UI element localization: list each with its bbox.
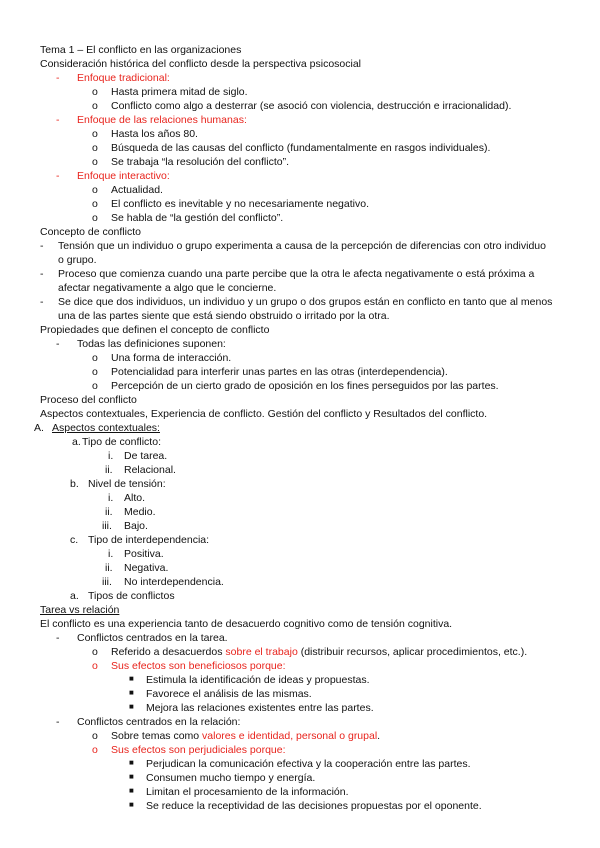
list-item: No interdependencia. xyxy=(124,576,224,588)
dash-bullet: - xyxy=(40,296,44,308)
list-item: Relacional. xyxy=(124,464,176,476)
list-item: Conflictos centrados en la tarea. xyxy=(77,632,228,644)
list-marker: a. xyxy=(70,590,79,602)
list-item: Sus efectos son beneficiosos porque: xyxy=(111,660,286,672)
list-item: Nivel de tensión: xyxy=(88,478,166,490)
list-item: Consumen mucho tiempo y energía. xyxy=(146,772,316,784)
doc-title: Tema 1 – El conflicto en las organizaciones xyxy=(40,44,242,56)
list-item: Negativa. xyxy=(124,562,169,574)
text-run: (distribuir recursos, aplicar procedimientos, etc.). xyxy=(297,646,528,658)
list-marker: ii. xyxy=(105,506,113,518)
list-marker: iii. xyxy=(102,520,112,532)
tarea-intro: El conflicto es una experiencia tanto de desacuerdo cognitivo como de tensión cognitiva. xyxy=(40,618,453,630)
dash-bullet: - xyxy=(56,632,60,644)
list-item: Perjudican la comunicación efectiva y la cooperación entre las partes. xyxy=(146,758,471,770)
list-item: Búsqueda de las causas del conflicto (fundamentalmente en rasgos individuales). xyxy=(111,142,491,154)
list-item: Actualidad. xyxy=(111,184,163,196)
list-item: Tipo de conflicto: xyxy=(82,436,161,448)
dash-bullet: - xyxy=(56,114,60,126)
aspectos-contextuales-label: Aspectos contextuales: xyxy=(52,422,160,434)
list-item: Percepción de un cierto grado de oposición en los fines perseguidos por las partes. xyxy=(111,380,499,392)
square-bullet: ■ xyxy=(129,786,134,795)
list-item: Todas las definiciones suponen: xyxy=(77,338,226,350)
list-item: Se habla de “la gestión del conflicto”. xyxy=(111,212,284,224)
list-item: Potencialidad para interferir unas partes en las otras (interdependencia). xyxy=(111,366,448,378)
circle-bullet: o xyxy=(92,86,98,98)
list-marker: c. xyxy=(70,534,79,546)
list-item: Tipos de conflictos xyxy=(88,590,175,602)
list-marker: ii. xyxy=(105,562,113,574)
dash-bullet: - xyxy=(56,716,60,728)
doc-subtitle: Consideración histórica del conflicto desde la perspectiva psicosocial xyxy=(40,58,362,70)
circle-bullet: o xyxy=(92,100,98,112)
list-item-continuation: o grupo. xyxy=(58,254,97,266)
list-item-continuation: afectar negativamente a algo que le concierne. xyxy=(58,282,277,294)
circle-bullet: o xyxy=(92,184,98,196)
list-marker: i. xyxy=(108,492,114,504)
section-heading: Proceso del conflicto xyxy=(40,394,137,406)
list-item: Hasta los años 80. xyxy=(111,128,198,140)
section-heading: Propiedades que definen el concepto de conflicto xyxy=(40,324,270,336)
proceso-line: Aspectos contextuales, Experiencia de conflicto. Gestión del conflicto y Resultados del conflicto. xyxy=(40,408,488,420)
list-item: Alto. xyxy=(124,492,146,504)
list-item: Se reduce la receptividad de las decisiones propuestas por el oponente. xyxy=(146,800,482,812)
list-item: Estimula la identificación de ideas y propuestas. xyxy=(146,674,370,686)
enfoque-tradicional-label: Enfoque tradicional: xyxy=(77,72,170,84)
list-item: Bajo. xyxy=(124,520,148,532)
list-item: De tarea. xyxy=(124,450,168,462)
square-bullet: ■ xyxy=(129,702,134,711)
list-item: Hasta primera mitad de siglo. xyxy=(111,86,248,98)
list-item: Conflictos centrados en la relación: xyxy=(77,716,241,728)
square-bullet: ■ xyxy=(129,674,134,683)
dash-bullet: - xyxy=(56,72,60,84)
list-marker: iii. xyxy=(102,576,112,588)
list-item: Tipo de interdependencia: xyxy=(88,534,210,546)
circle-bullet: o xyxy=(92,156,98,168)
enfoque-interactivo-label: Enfoque interactivo: xyxy=(77,170,170,182)
list-item xyxy=(111,730,380,743)
list-item: Mejora las relaciones existentes entre las partes. xyxy=(146,702,374,714)
list-marker: b. xyxy=(70,478,79,490)
circle-bullet: o xyxy=(92,128,98,140)
circle-bullet: o xyxy=(92,212,98,224)
text-run: Referido a desacuerdos xyxy=(111,646,226,658)
list-item: Se dice que dos individuos, un individuo y un grupo o dos grupos están en conflicto en tanto que al menos xyxy=(58,296,553,308)
dash-bullet: - xyxy=(56,170,60,182)
list-item: El conflicto es inevitable y no necesariamente negativo. xyxy=(111,198,369,210)
list-item: Proceso que comienza cuando una parte percibe que la otra le afecta negativamente o está próxima a xyxy=(58,268,535,280)
square-bullet: ■ xyxy=(129,758,134,767)
circle-bullet: o xyxy=(92,744,98,756)
circle-bullet: o xyxy=(92,142,98,154)
list-marker: a. xyxy=(72,436,81,448)
text-run: . xyxy=(377,730,381,742)
circle-bullet: o xyxy=(92,366,98,378)
dash-bullet: - xyxy=(40,268,44,280)
list-item: Positiva. xyxy=(124,548,164,560)
list-marker: ii. xyxy=(105,464,113,476)
list-item: Limitan el procesamiento de la información. xyxy=(146,786,349,798)
enfoque-relaciones-label: Enfoque de las relaciones humanas: xyxy=(77,114,247,126)
circle-bullet: o xyxy=(92,660,98,672)
circle-bullet: o xyxy=(92,380,98,392)
list-item: Sus efectos son perjudiciales porque: xyxy=(111,744,286,756)
list-item: Se trabaja “la resolución del conflicto”. xyxy=(111,156,290,168)
dash-bullet: - xyxy=(40,240,44,252)
list-marker: i. xyxy=(108,450,114,462)
list-item: Tensión que un individuo o grupo experimenta a causa de la percepción de diferencias con otro individuo xyxy=(58,240,546,252)
circle-bullet: o xyxy=(92,352,98,364)
square-bullet: ■ xyxy=(129,772,134,781)
square-bullet: ■ xyxy=(129,688,134,697)
list-marker: i. xyxy=(108,548,114,560)
list-item: Medio. xyxy=(124,506,156,518)
list-item-continuation: una de las partes siente que está siendo obstruido o irritado por la otra. xyxy=(58,310,390,322)
square-bullet: ■ xyxy=(129,800,134,809)
section-heading: Tarea vs relación xyxy=(40,604,120,616)
text-run: Sobre temas como xyxy=(111,730,203,742)
highlight-text: sobre el trabajo xyxy=(225,646,298,658)
list-marker: A. xyxy=(34,422,44,434)
list-item: Una forma de interacción. xyxy=(111,352,232,364)
highlight-text: valores e identidad, personal o grupal xyxy=(202,730,378,742)
circle-bullet: o xyxy=(92,730,98,742)
circle-bullet: o xyxy=(92,198,98,210)
section-heading: Concepto de conflicto xyxy=(40,226,141,238)
list-item: Favorece el análisis de las mismas. xyxy=(146,688,312,700)
dash-bullet: - xyxy=(56,338,60,350)
list-item: Conflicto como algo a desterrar (se asoció con violencia, destrucción e irracionalidad). xyxy=(111,100,512,112)
list-item xyxy=(111,646,527,659)
circle-bullet: o xyxy=(92,646,98,658)
